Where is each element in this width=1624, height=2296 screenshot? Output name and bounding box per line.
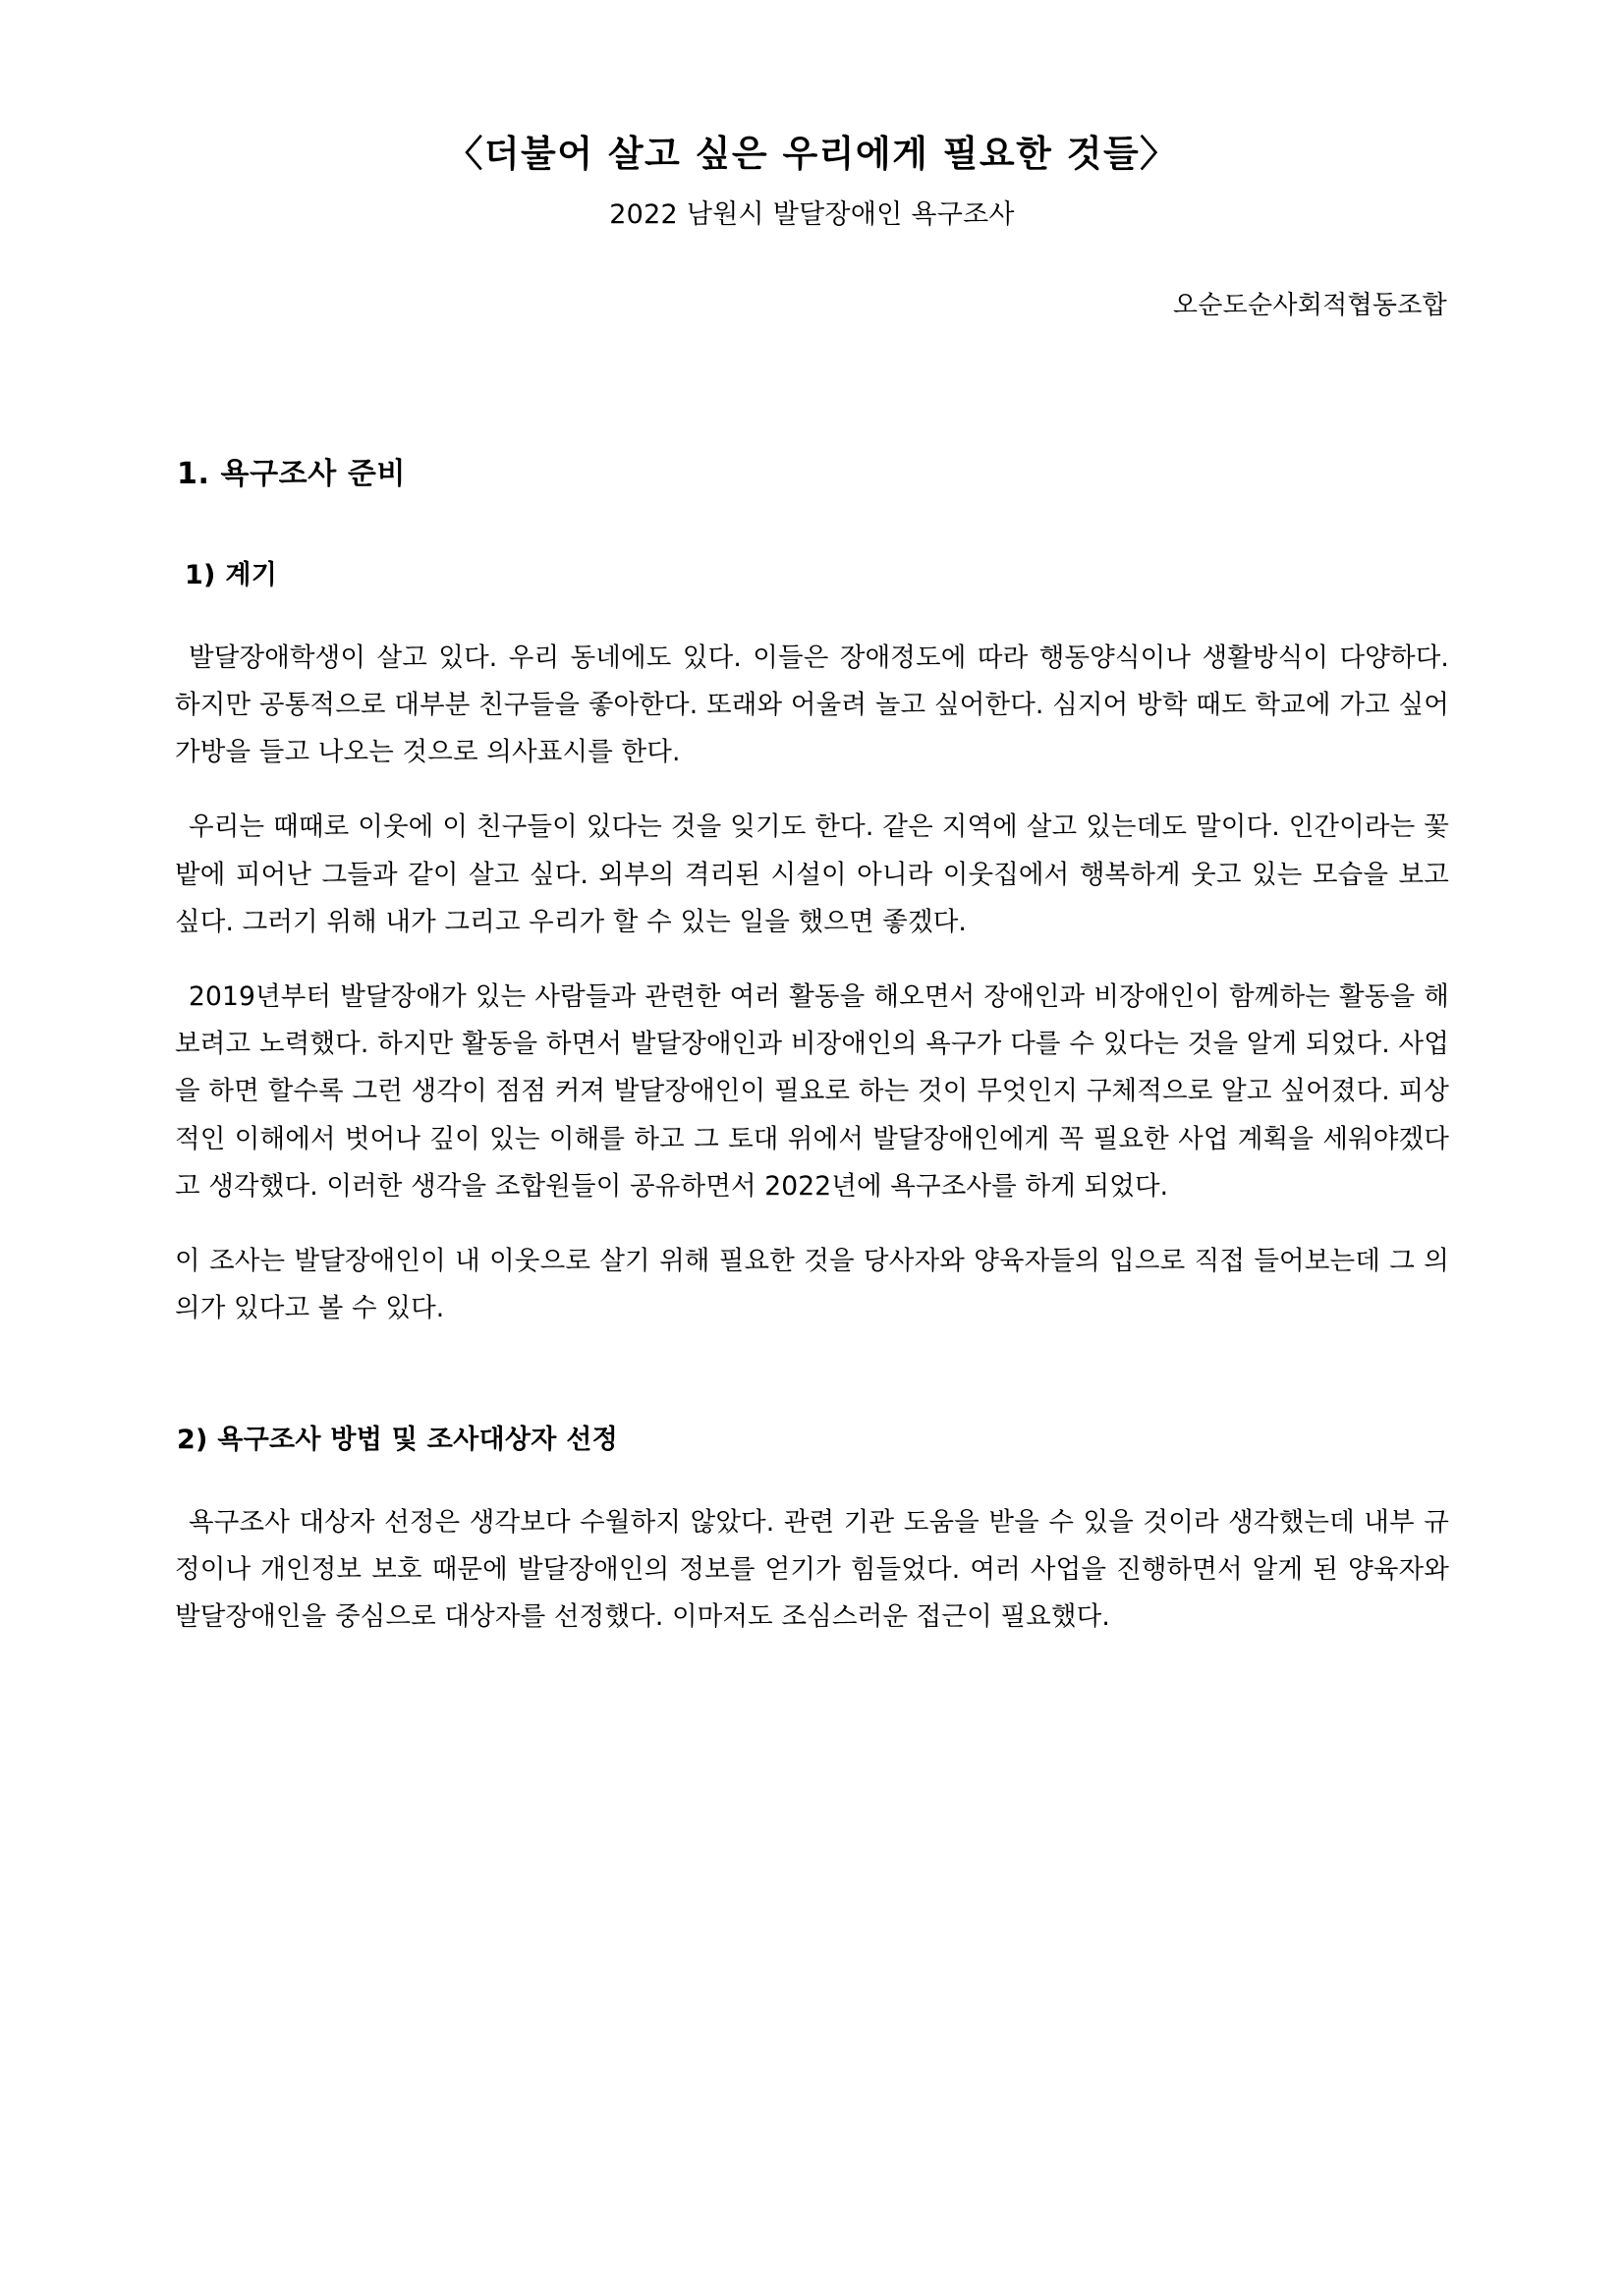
- spacer: [175, 1333, 1449, 1418]
- page-subtitle: 2022 남원시 발달장애인 욕구조사: [609, 198, 1015, 230]
- page-title: 〈더불어 살고 싶은 우리에게 필요한 것들〉: [446, 133, 1178, 175]
- spacer: [175, 776, 1449, 804]
- spacer: [175, 591, 1449, 635]
- paragraph: 욕구조사 대상자 선정은 생각보다 수월하지 않았다. 관련 기관 도움을 받을 수 있을 것이라 생각했는데 내부 규정이나 개인정보 보호 때문에 발달장애인의 정보를 얻기가 힘들었다. 여러 사업을 진행하면서 알게 된 양육자와 발달장애인을 중심으로 대상자를 선정했다. 이마저도 조심스러운 접근이 필요했다.: [175, 1506, 1449, 1633]
- spacer: [175, 1210, 1449, 1238]
- spacer: [175, 946, 1449, 974]
- subsection-heading-1-2: 2) 욕구조사 방법 및 조사대상자 선정: [177, 1424, 618, 1455]
- section-heading-1: 1. 욕구조사 준비: [177, 456, 407, 491]
- title-block: [175, 0, 1449, 321]
- paragraph: 발달장애학생이 살고 있다. 우리 동네에도 있다. 이들은 장애정도에 따라 행동양식이나 생활방식이 다양하다. 하지만 공통적으로 대부분 친구들을 좋아한다. 또래와 어울려 놀고 싶어한다. 심지어 방학 때도 학교에 가고 싶어 가방을 들고 나오는 것으로 의사표시를 한다.: [175, 642, 1449, 768]
- spacer: [175, 492, 1449, 553]
- paragraph: 우리는 때때로 이웃에 이 친구들이 있다는 것을 잊기도 한다. 같은 지역에 살고 있는데도 말이다. 인간이라는 꽃밭에 피어난 그들과 같이 살고 싶다. 외부의 격리된 시설이 아니라 이웃집에서 행복하게 웃고 있는 모습을 보고 싶다. 그러기 위해 내가 그리고 우리가 할 수 있는 일을 했으면 좋겠다.: [175, 812, 1449, 937]
- paragraph: 이 조사는 발달장애인이 내 이웃으로 살기 위해 필요한 것을 당사자와 양육자들의 입으로 직접 들어보는데 그 의의가 있다고 볼 수 있다.: [175, 1246, 1449, 1324]
- subsection-heading-1-1: 1) 계기: [185, 559, 278, 590]
- document-body: [175, 449, 1449, 1642]
- document-author: 오순도순사회적협동조합: [1172, 290, 1447, 320]
- paragraph: 2019년부터 발달장애가 있는 사람들과 관련한 여러 활동을 해오면서 장애인과 비장애인이 함께하는 활동을 해보려고 노력했다. 하지만 활동을 하면서 발달장애인과 비장애인의 욕구가 다를 수 있다는 것을 알게 되었다. 사업을 하면 할수록 그런 생각이 점점 커져 발달장애인이 필요로 하는 것이 무엇인지 구체적으로 알고 싶어졌다. 피상적인 이해에서 벗어나 깊이 있는 이해를 하고 그 토대 위에서 발달장애인에게 꼭 필요한 사업 계획을 세워야겠다고 생각했다. 이러한 생각을 조합원들이 공유하면서 2022년에 욕구조사를 하게 되었다.: [175, 981, 1449, 1202]
- spacer: [175, 1456, 1449, 1499]
